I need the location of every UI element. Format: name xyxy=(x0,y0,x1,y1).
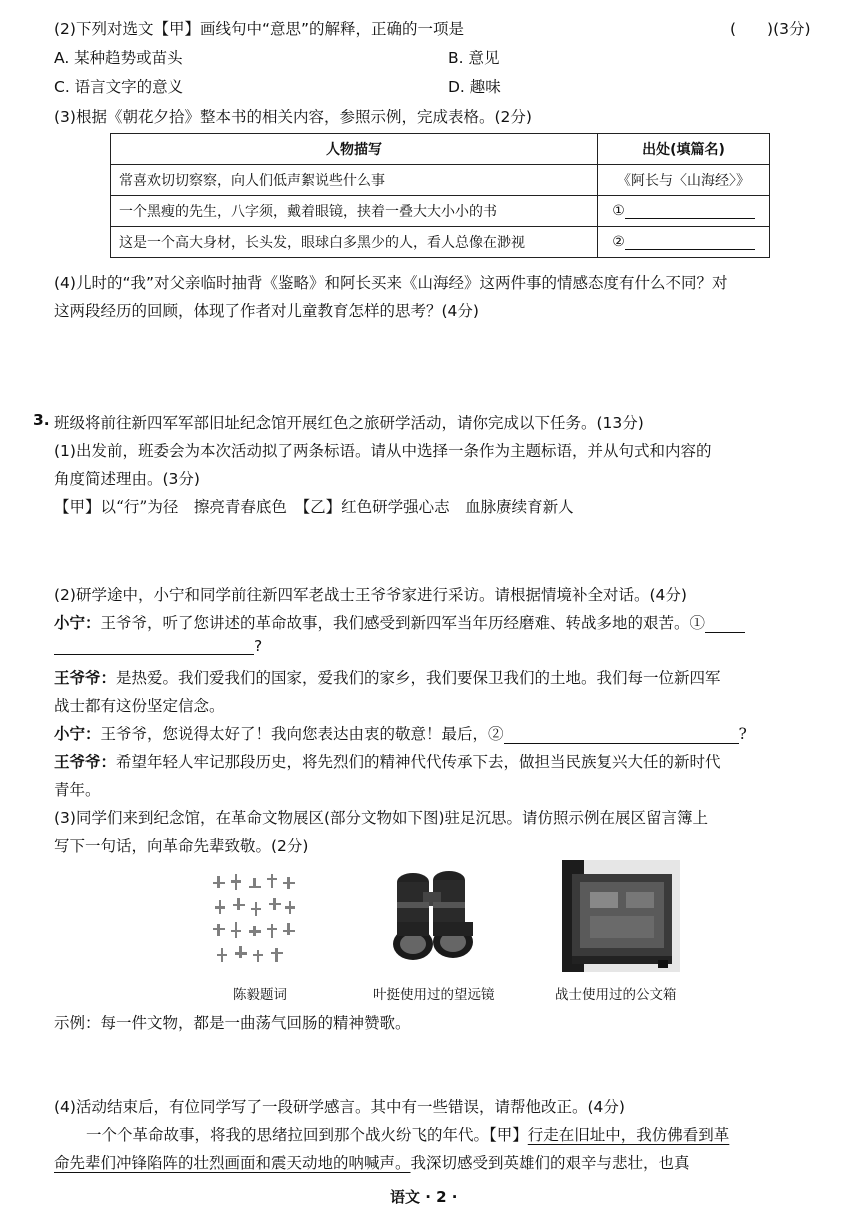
dialogue-line-3 xyxy=(54,722,747,744)
dialogue-line-4 xyxy=(54,750,721,772)
q2-3-stem: (3)根据《朝花夕拾》整本书的相关内容，参照示例，完成表格。(2分) xyxy=(54,108,532,126)
example-sentence: 示例：每一件文物，都是一曲荡气回肠的精神赞歌。 xyxy=(54,1014,411,1032)
essay-underlined-text: 行走在旧址中，我仿佛看到革 xyxy=(527,1126,730,1144)
blank-marker: ② xyxy=(612,234,625,250)
binoculars-image xyxy=(383,862,483,972)
q2-2-answer-paren: ( )(3分) xyxy=(730,20,811,38)
slogans: 【甲】以“行”为径 擦亮青春底色 【乙】红色研学强心志 血脉赓续育新人 xyxy=(54,498,574,516)
dialogue-line-2-cont: 战士都有这份坚定信念。 xyxy=(54,697,225,715)
dialogue-text: 王爷爷，您说得太好了！我向您表达由衷的敬意！最后，② xyxy=(100,725,504,743)
answer-blank-dlg1b[interactable] xyxy=(54,654,254,655)
speaker-xiaoning: 小宁： xyxy=(54,724,101,743)
character-table xyxy=(110,133,770,258)
q3-4-stem: (4)活动结束后，有位同学写了一段研学感言。其中有一些错误，请帮他改正。(4分) xyxy=(54,1098,625,1116)
calligraphy-image xyxy=(205,868,305,972)
answer-space-q2-4[interactable] xyxy=(54,325,814,405)
option-b: B. 意见 xyxy=(448,49,500,67)
table-cell: 这是一个高大身材，长头发，眼球白多黑少的人，看人总像在渺视 xyxy=(111,227,598,258)
essay-line-2 xyxy=(54,1151,690,1173)
q3-3-line1: (3)同学们来到纪念馆，在革命文物展区(部分文物如下图)驻足沉思。请仿照示例在展区留言簿上 xyxy=(54,809,709,827)
q3-stem: 班级将前往新四军军部旧址纪念馆开展红色之旅研学活动，请你完成以下任务。(13分) xyxy=(54,414,644,432)
question-mark: ? xyxy=(738,725,747,743)
briefcase-image xyxy=(562,860,680,972)
q3-1-line2: 角度简述理由。(3分) xyxy=(54,470,200,488)
caption-briefcase: 战士使用过的公文箱 xyxy=(555,987,677,1003)
option-d: D. 趣味 xyxy=(448,78,501,96)
table-cell: 常喜欢切切察察，向人们低声絮说些什么事 xyxy=(111,165,598,196)
essay-text: 一个个革命故事，将我的思绪拉回到那个战火纷飞的年代。 xyxy=(86,1126,490,1144)
blank-marker: ① xyxy=(612,203,625,219)
q2-4-line2: 这两段经历的回顾，体现了作者对儿童教育怎样的思考？(4分) xyxy=(54,302,479,320)
dialogue-text: 王爷爷，听了您讲述的革命故事，我们感受到新四军当年历经磨难、转战多地的艰苦。① xyxy=(100,614,706,632)
q2-4-line1: (4)儿时的“我”对父亲临时抽背《鉴略》和阿长买来《山海经》这两件事的情感态度有什么不同？对 xyxy=(54,274,728,292)
table-cell: 一个黑瘦的先生，八字须，戴着眼镜，挟着一叠大大小小的书 xyxy=(111,196,598,227)
q3-2-stem: (2)研学途中，小宁和同学前往新四军老战士王爷爷家进行采访。请根据情境补全对话。(4分) xyxy=(54,586,687,604)
answer-blank-1[interactable] xyxy=(625,218,755,219)
dialogue-line-2 xyxy=(54,666,721,688)
marker-jia: 【甲】 xyxy=(489,1126,528,1144)
answer-cell-1[interactable] xyxy=(598,196,770,227)
option-a: A. 某种趋势或苗头 xyxy=(54,49,183,67)
dialogue-line-1-cont xyxy=(54,637,262,655)
answer-blank-dlg3[interactable] xyxy=(504,743,739,744)
table-row xyxy=(111,196,770,227)
answer-space-q3-1[interactable] xyxy=(54,520,814,575)
question-mark: ? xyxy=(254,637,263,655)
answer-blank-2[interactable] xyxy=(625,249,755,250)
dialogue-line-1 xyxy=(54,611,745,633)
caption-calligraphy: 陈毅题词 xyxy=(233,987,287,1003)
q2-2-stem: (2)下列对选文【甲】画线句中“意思”的解释，正确的一项是 xyxy=(54,20,465,38)
speaker-xiaoning: 小宁： xyxy=(54,613,101,632)
answer-space-q3-3[interactable] xyxy=(54,1036,814,1086)
q3-1-line1: (1)出发前，班委会为本次活动拟了两条标语。请从中选择一条作为主题标语，并从句式和内容的 xyxy=(54,442,712,460)
question-number: 3. xyxy=(33,411,50,429)
dialogue-text: 是热爱。我们爱我们的国家，爱我们的家乡，我们要保卫我们的土地。我们每一位新四军 xyxy=(116,669,721,687)
essay-line-1 xyxy=(86,1123,729,1145)
table-row xyxy=(111,227,770,258)
q3-3-line2: 写下一句话，向革命先辈致敬。(2分) xyxy=(54,837,309,855)
essay-text: 我深切感受到英雄们的艰辛与悲壮，也真 xyxy=(410,1154,690,1172)
page-footer: 语文 · 2 · xyxy=(390,1188,458,1206)
table-cell: 《阿长与〈山海经〉》 xyxy=(598,165,770,196)
dialogue-line-4-cont: 青年。 xyxy=(54,781,101,799)
speaker-wang: 王爷爷： xyxy=(54,752,117,771)
essay-underlined-text: 命先辈们冲锋陷阵的壮烈画面和震天动地的呐喊声。 xyxy=(54,1154,411,1172)
table-header-row xyxy=(111,134,770,165)
caption-binoculars: 叶挺使用过的望远镜 xyxy=(373,987,495,1003)
speaker-wang: 王爷爷： xyxy=(54,668,117,687)
option-c: C. 语言文字的意义 xyxy=(54,78,184,96)
table-header: 出处(填篇名) xyxy=(598,134,770,165)
table-header: 人物描写 xyxy=(111,134,598,165)
answer-blank-dlg1a[interactable] xyxy=(705,632,745,633)
answer-cell-2[interactable] xyxy=(598,227,770,258)
table-row xyxy=(111,165,770,196)
dialogue-text: 希望年轻人牢记那段历史，将先烈们的精神代代传承下去，做担当民族复兴大任的新时代 xyxy=(116,753,721,771)
